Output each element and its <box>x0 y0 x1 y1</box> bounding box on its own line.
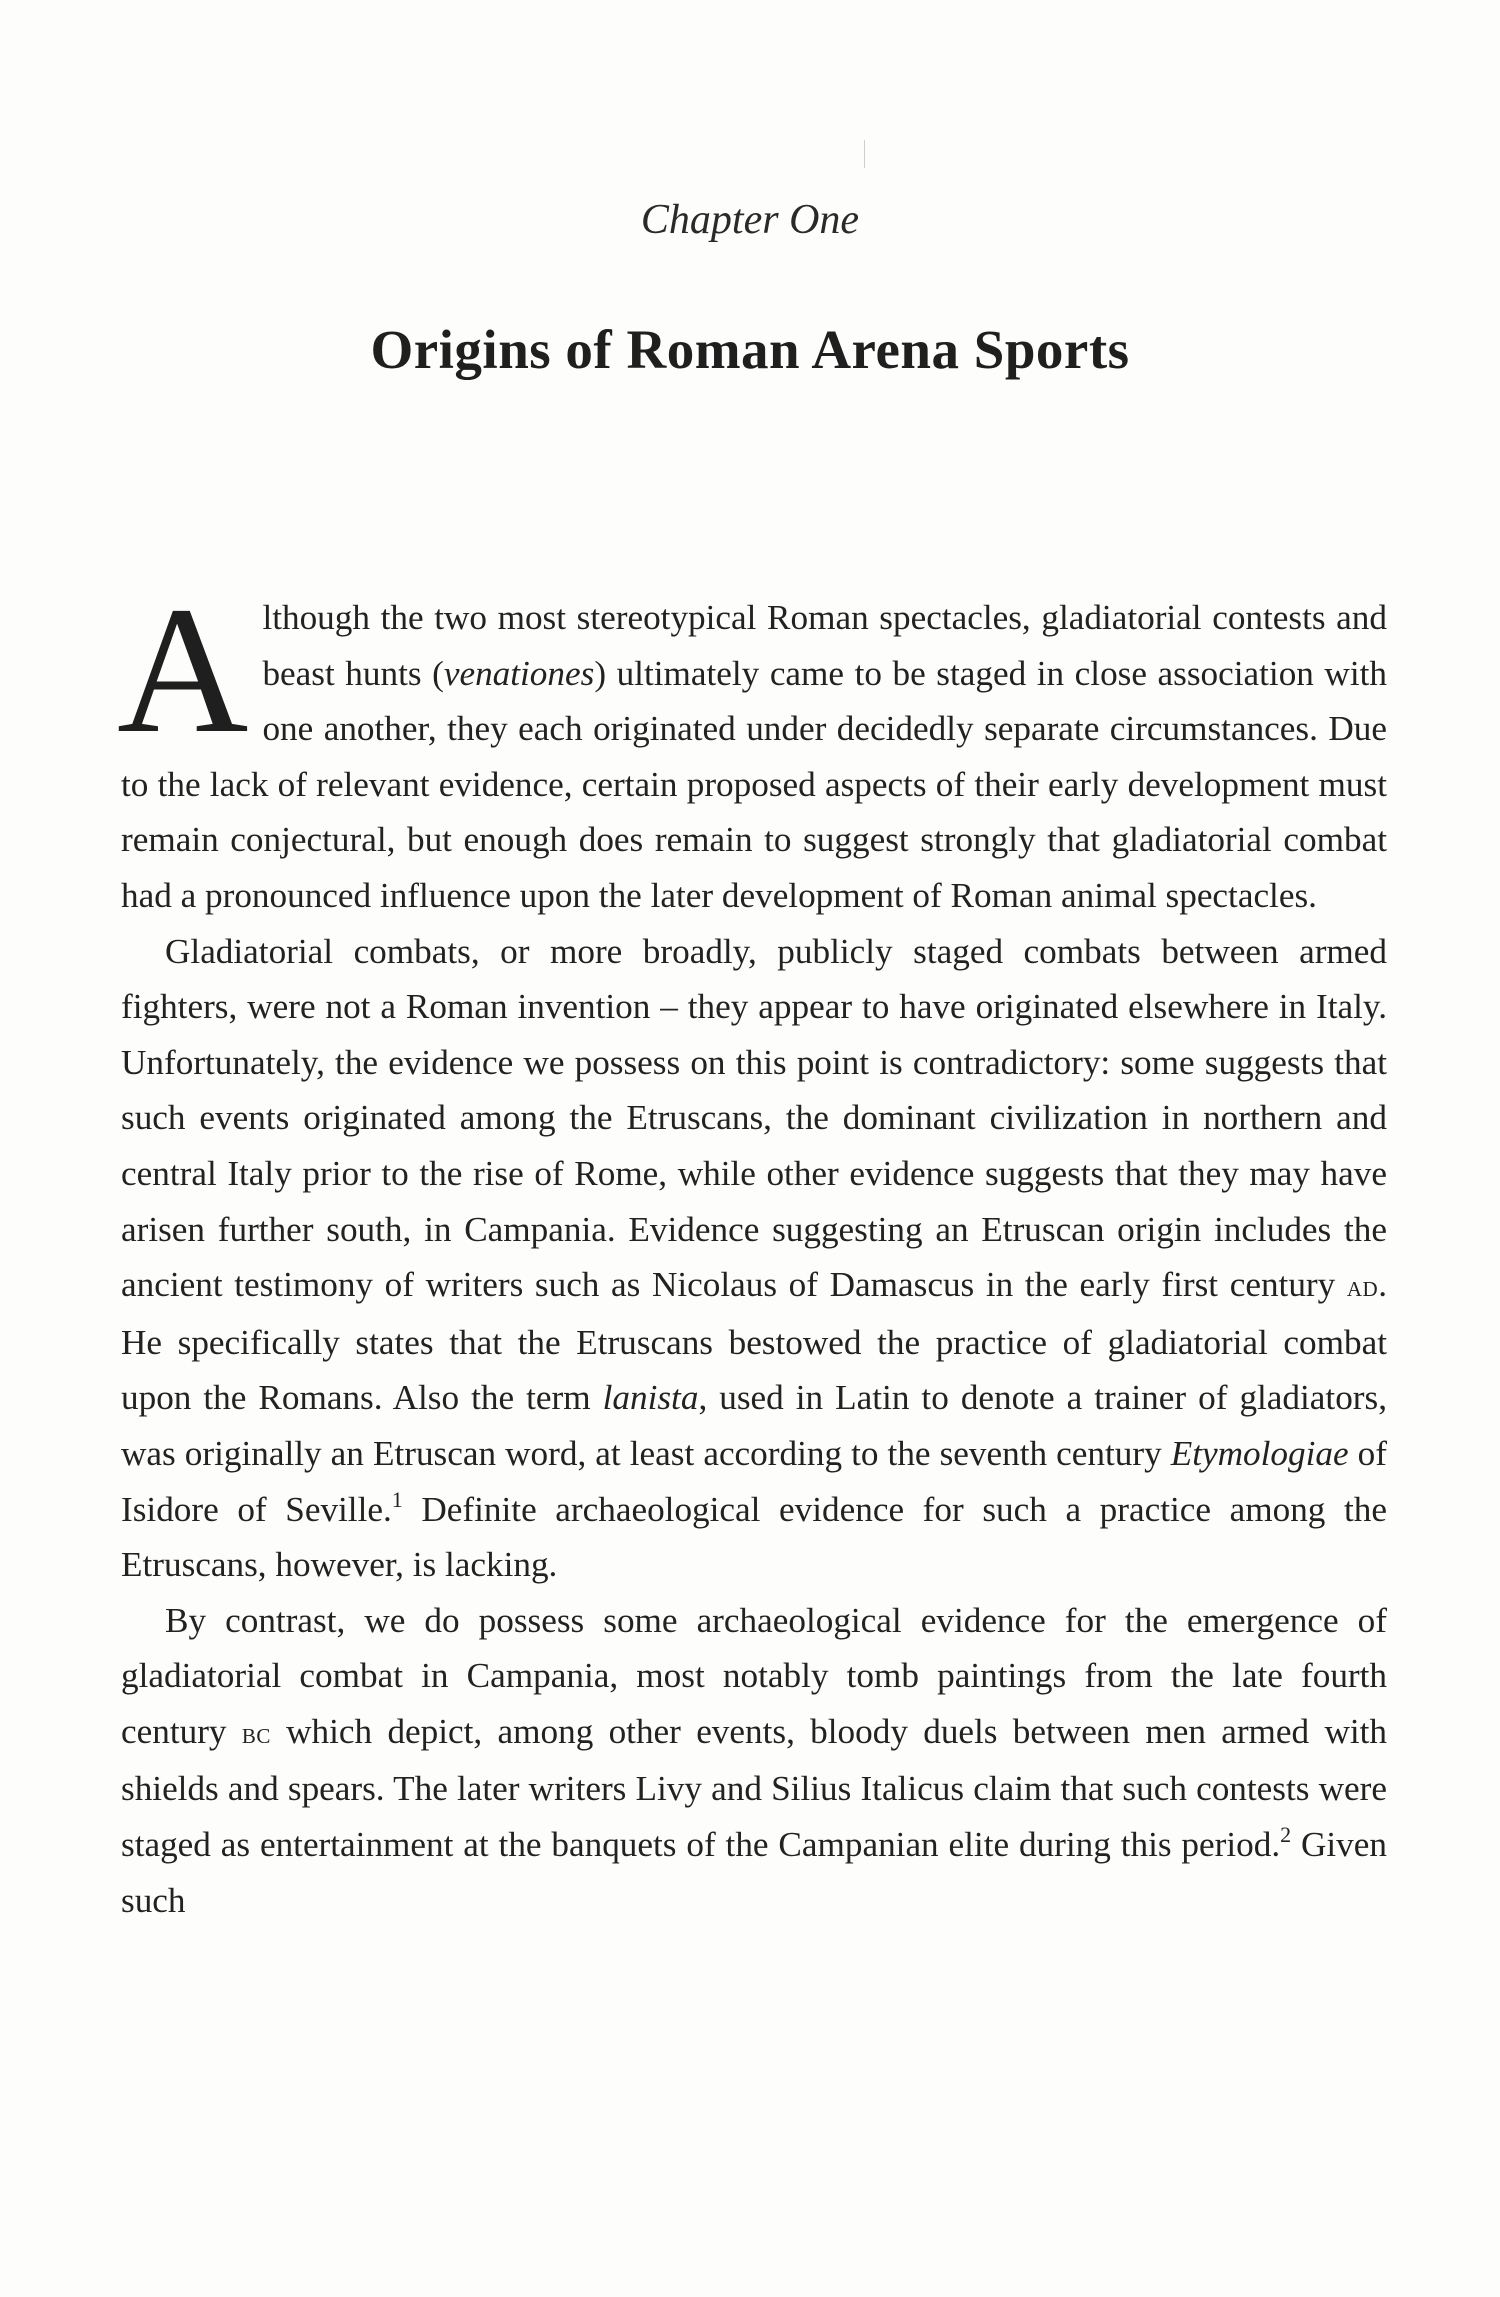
chapter-label: Chapter One <box>640 197 860 243</box>
p1-text-2: ) ultimately came to be staged in close association with one another, they each originated under decidedly separate circumstances. Due to the lack of relevant evidence, certain proposed aspects of their early development must remain conjectural, but enough does remain to suggest strongly that gladiatorial combat had a pronounced influence upon the later development of Roman animal spectacles. <box>121 653 1387 915</box>
paragraph-2 <box>121 924 1387 1593</box>
p2-text-1: Gladiatorial combats, or more broadly, publicly staged combats between armed fighters, were not a Roman invention – they appear to have originated elsewhere in Italy. Unfortunately, the evidence we possess on this point is contradictory: some suggests that such events originated among the Etruscans, the dominant civilization in northern and central Italy prior to the rise of Rome, while other evidence suggests that they may have arisen further south, in Campania. Evidence suggesting an Etruscan origin includes the ancient testimony of writers such as Nicolaus of Damascus in the early first century <box>121 931 1387 1305</box>
paragraph-1 <box>117 570 1387 924</box>
p2-text-5: Definite archaeological evidence for such a practice among the Etruscans, however, is lacking. <box>121 1489 1388 1585</box>
drop-cap: A <box>117 570 249 771</box>
p2-text-4: of Isidore of Seville. <box>121 1433 1387 1529</box>
p3-text-1: By contrast, we do possess some archaeological evidence for the emergence of gladiatorial combat in Campania, most notably tomb paintings from the late fourth century <box>121 1600 1387 1751</box>
p1-italic-1: venationes <box>443 653 595 693</box>
p2-italic-1: lanista <box>602 1378 699 1418</box>
footnote-ref-1: 1 <box>391 1486 403 1512</box>
p2-small-caps-1: ad <box>1346 1270 1379 1304</box>
p2-italic-2: Etymologiae <box>1170 1433 1349 1473</box>
p3-small-caps-1: bc <box>241 1716 271 1750</box>
p2-text-2: . He specifically states that the Etruscans bestowed the practice of gladiatorial combat upon the Romans. Also the term <box>121 1265 1387 1418</box>
paragraph-3 <box>121 1593 1387 1929</box>
p3-text-3: Given such <box>121 1825 1387 1920</box>
footnote-ref-2: 2 <box>1280 1822 1292 1848</box>
chapter-title: Origins of Roman Arena Sports <box>370 319 1130 380</box>
p1-text-1: lthough the two most stereotypical Roman spectacles, gladiatorial contests and beast hunts ( <box>262 598 1387 693</box>
body-text <box>117 570 1388 1928</box>
p3-text-2: which depict, among other events, bloody duels between men armed with shields and spears. The later writers Livy and Silius Italicus claim that such contests were staged as entertainment at the banquets of the Campanian elite during this period. <box>121 1711 1387 1865</box>
p2-text-3: , used in Latin to denote a trainer of gladiators, was originally an Etruscan word, at least according to the seventh century <box>121 1378 1387 1473</box>
scan-mark <box>864 140 865 168</box>
